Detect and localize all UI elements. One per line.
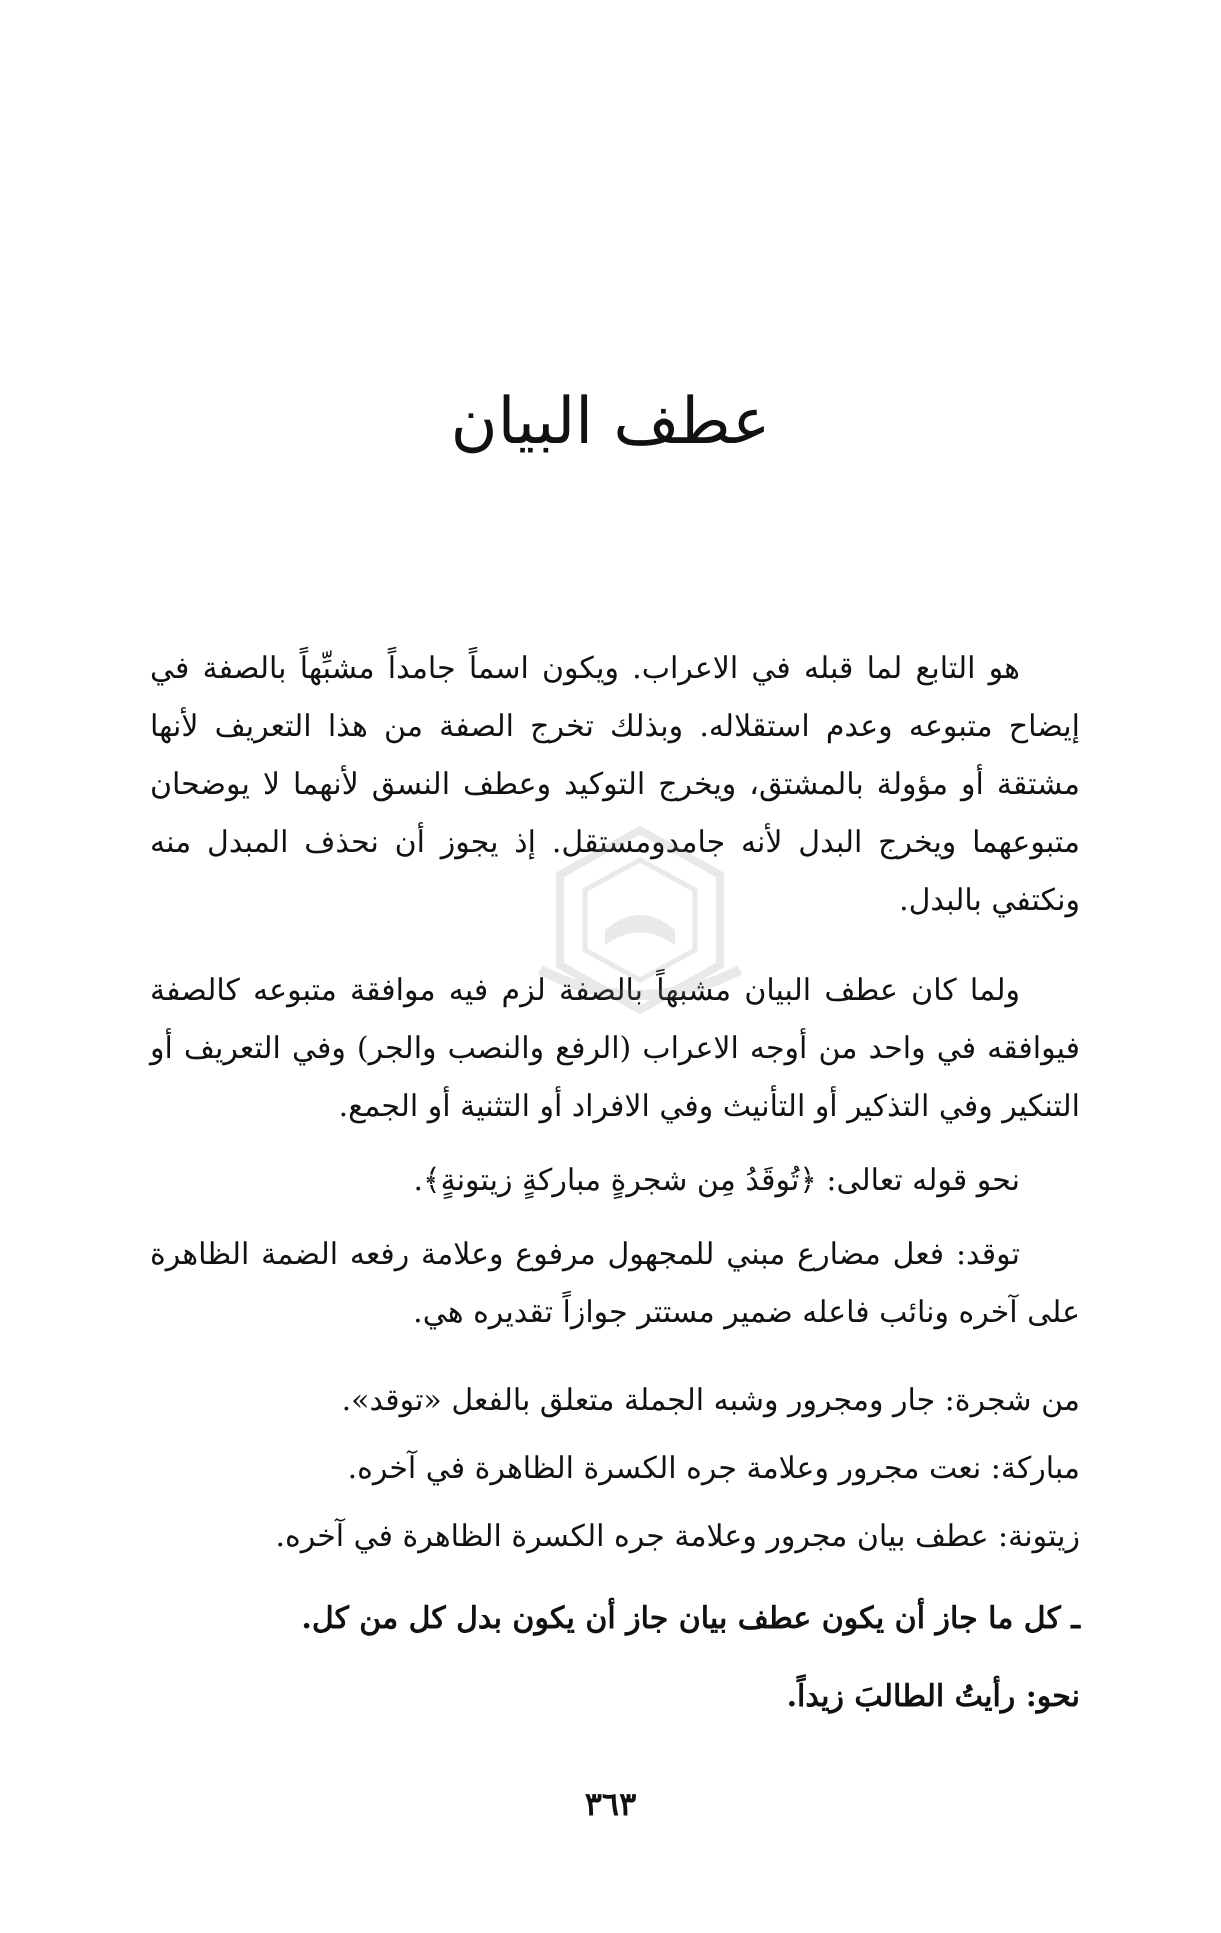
page-number: ٣٦٣ — [584, 1785, 637, 1823]
example-text: نحو قوله تعالى: ﴿تُوقَدُ مِن شجرةٍ مباركةٍ زيتونةٍ﴾. — [413, 1163, 1020, 1198]
gloss-line: زيتونة: عطف بيان مجرور وعلامة جره الكسرة الظاهرة في آخره. — [275, 1519, 1080, 1554]
gloss-line: من شجرة: جار ومجرور وشبه الجملة متعلق بالفعل «توقد». — [341, 1383, 1080, 1418]
agreement-text: ولما كان عطف البيان مشبهاً بالصفة لزم فيه موافقة متبوعه كالصفة فيوافقه في واحد من أوجه الاعراب (الرفع والنصب والجر) وفي التعريف أو التنكير وفي التذكير أو التأنيث وفي الافراد أو التثنية أو الجمع. — [150, 973, 1080, 1124]
definition-text: هو التابع لما قبله في الاعراب. ويكون اسماً جامداً مشبِّهاً بالصفة في إيضاح متبوعه وعدم استقلاله. وبذلك تخرج الصفة من هذا التعريف لأنها مشتقة أو مؤولة بالمشتق، ويخرج التوكيد وعطف النسق لأنهما لا يوضحان متبوعهما ويخرج البدل لأنه جامدومستقل. إذ يجوز أن نحذف المبدل منه ونكتفي بالبدل. — [150, 651, 1080, 918]
parsing-text: توقد: فعل مضارع مبني للمجهول مرفوع وعلامة رفعه الضمة الظاهرة على آخره ونائب فاعله ضمير مستتر جوازاً تقديره هي. — [150, 1237, 1080, 1330]
rule-line: ـ كل ما جاز أن يكون عطف بيان جاز أن يكون بدل كل من كل. — [301, 1601, 1080, 1636]
gloss-line: مباركة: نعت مجرور وعلامة جره الكسرة الظاهرة في آخره. — [347, 1451, 1080, 1486]
library-emblem-icon — [520, 820, 760, 1020]
parsing-paragraph — [150, 1226, 1080, 1342]
page-title: عطف البيان — [450, 385, 771, 459]
example-paragraph — [150, 1152, 1080, 1210]
rule-example-line: نحو: رأيتُ الطالبَ زيداً. — [786, 1679, 1080, 1714]
